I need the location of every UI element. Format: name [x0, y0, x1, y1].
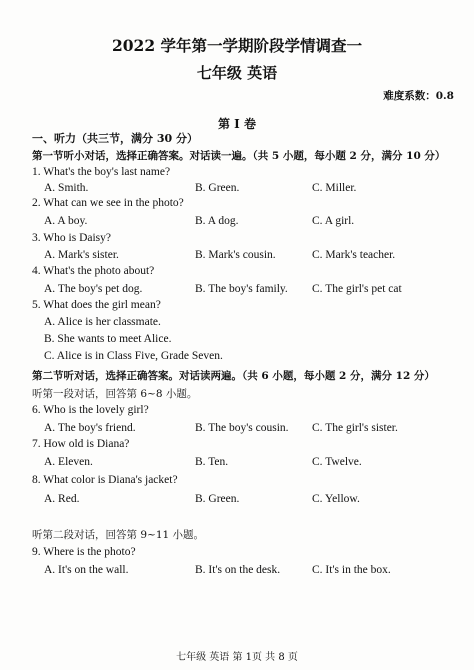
listening-heading: 一、听力（共三节，满分 30 分）	[32, 132, 198, 145]
dialogue2-instruction: 听第二段对话，回答第 9~11 小题。	[32, 529, 205, 541]
q1-option-b: B. Green.	[195, 182, 240, 194]
question-6: 6. Who is the lovely girl?	[32, 404, 149, 416]
q4-option-a: A. The boy's pet dog.	[44, 283, 143, 295]
q2-option-c: C. A girl.	[312, 215, 355, 227]
q8-option-a: A. Red.	[44, 493, 80, 505]
q6-option-a: A. The boy's friend.	[44, 422, 136, 434]
q8-option-c: C. Yellow.	[312, 493, 360, 505]
dialogue1-instruction: 听第一段对话，回答第 6~8 小题。	[32, 388, 198, 400]
q7-option-c: C. Twelve.	[312, 456, 362, 468]
q3-option-c: C. Mark's teacher.	[312, 249, 396, 261]
question-9: 9. Where is the photo?	[32, 546, 136, 558]
q6-option-c: C. The girl's sister.	[312, 422, 398, 434]
q8-option-b: B. Green.	[195, 493, 240, 505]
page-footer: 七年级 英语 第 1页 共 8 页	[176, 652, 298, 663]
exam-subtitle: 七年级 英语	[196, 64, 278, 82]
exam-title: 2022 学年第一学期阶段学情调查一	[111, 36, 363, 55]
q1-option-a: A. Smith.	[44, 182, 89, 194]
q9-option-c: C. It's in the box.	[312, 564, 391, 576]
q3-option-a: A. Mark's sister.	[44, 249, 119, 261]
q7-option-a: A. Eleven.	[44, 456, 93, 468]
q9-option-a: A. It's on the wall.	[44, 564, 129, 576]
q7-option-b: B. Ten.	[195, 456, 229, 468]
q6-option-b: B. The boy's cousin.	[195, 422, 289, 434]
q4-option-c: C. The girl's pet cat	[312, 283, 402, 295]
q5-option-a: A. Alice is her classmate.	[44, 316, 161, 328]
q2-option-a: A. A boy.	[44, 215, 88, 227]
q5-option-b: B. She wants to meet Alice.	[44, 333, 172, 345]
question-5: 5. What does the girl mean?	[32, 299, 161, 311]
q2-option-b: B. A dog.	[195, 215, 239, 227]
volume-heading: 第 I 卷	[218, 117, 256, 131]
question-1: 1. What's the boy's last name?	[32, 166, 171, 178]
question-8: 8. What color is Diana's jacket?	[32, 474, 178, 486]
q9-option-b: B. It's on the desk.	[195, 564, 281, 576]
question-3: 3. Who is Daisy?	[32, 232, 112, 244]
q5-option-c: C. Alice is in Class Five, Grade Seven.	[44, 350, 223, 362]
question-7: 7. How old is Diana?	[32, 438, 130, 450]
q4-option-b: B. The boy's family.	[195, 283, 288, 295]
question-2: 2. What can we see in the photo?	[32, 197, 184, 209]
q3-option-b: B. Mark's cousin.	[195, 249, 276, 261]
q1-option-c: C. Miller.	[312, 182, 357, 194]
question-4: 4. What's the photo about?	[32, 265, 155, 277]
section2-instruction: 第二节听对话，选择正确答案。对话读两遍。（共 6 小题，每小题 2 分，满分 12 分）	[32, 370, 435, 382]
difficulty-coefficient: 难度系数：0.8	[383, 90, 454, 102]
section1-instruction: 第一节听小对话，选择正确答案。对话读一遍。（共 5 小题，每小题 2 分，满分 10 分）	[32, 150, 446, 162]
